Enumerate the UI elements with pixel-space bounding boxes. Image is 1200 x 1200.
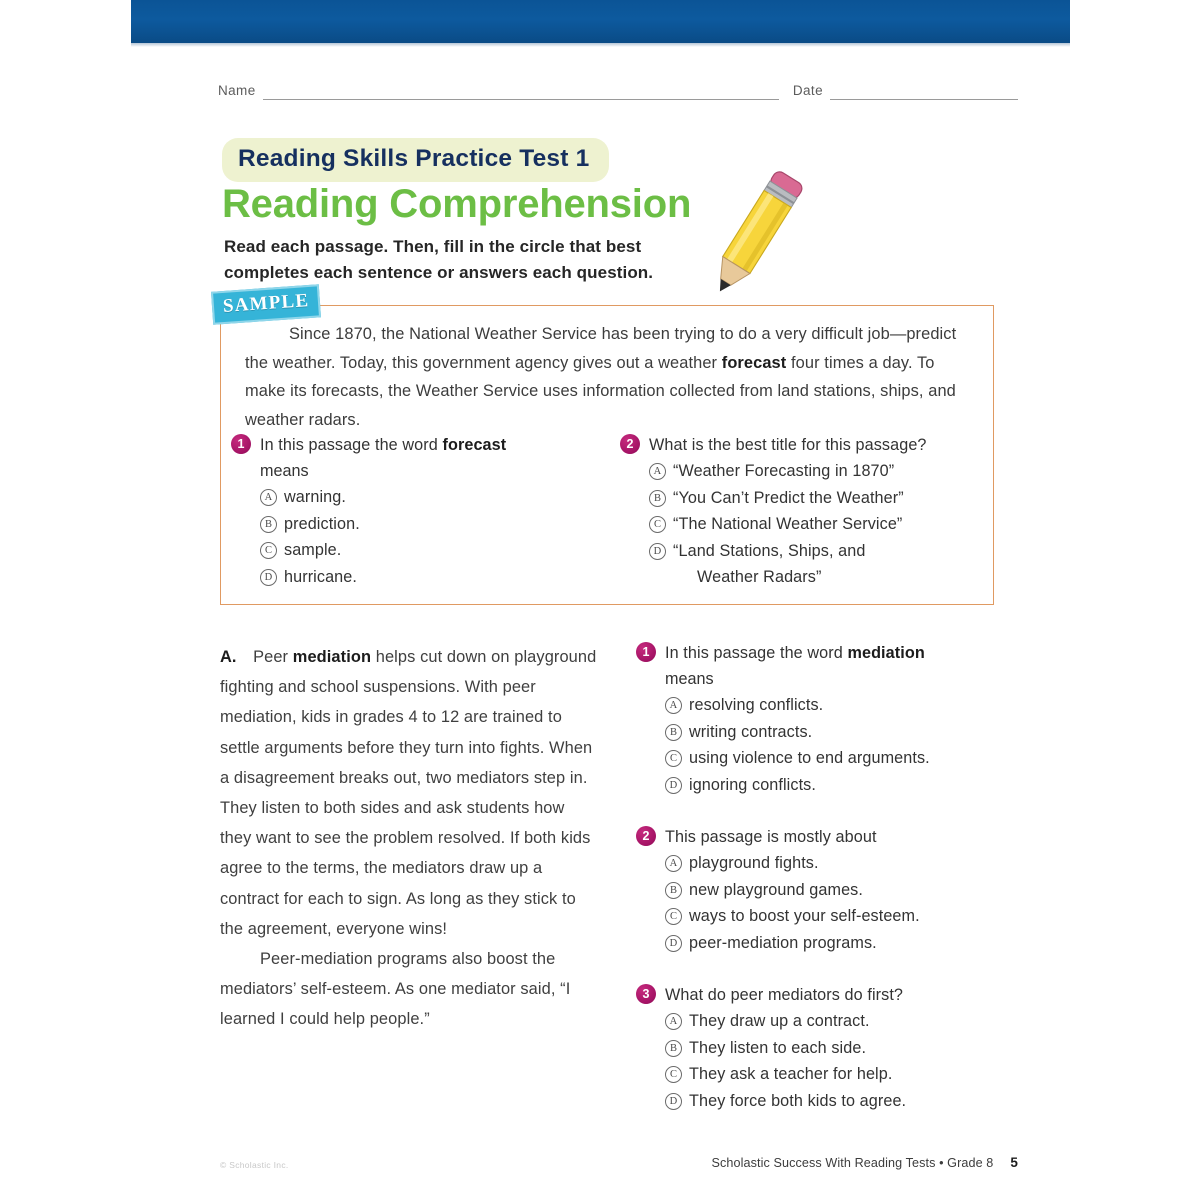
page-title: Reading Comprehension [222, 182, 692, 226]
answer-bubble-c[interactable]: C [260, 542, 277, 559]
answer-choice-text: They listen to each side. [689, 1038, 867, 1057]
sample-passage-emphasis-1: forecast [721, 353, 787, 372]
question-stem-text-0: In this passage the word [665, 644, 848, 662]
main-question-1 [636, 640, 1016, 798]
answer-bubble-b[interactable]: B [665, 882, 682, 899]
question-stem-text-0: What is the best title for this passage? [649, 436, 927, 454]
question-stem-emphasis-1: mediation [847, 644, 925, 662]
question-number-badge: 2 [636, 826, 656, 846]
question-number-badge: 3 [636, 984, 656, 1004]
question-stem-line2: means [665, 670, 714, 688]
name-input-line[interactable] [263, 85, 779, 100]
answer-choice-a[interactable] [665, 850, 1016, 877]
answer-choice-d[interactable] [665, 1088, 1016, 1115]
answer-choice-d[interactable] [665, 772, 1016, 799]
answer-choice-b[interactable] [665, 1035, 1016, 1062]
question-stem [665, 640, 925, 666]
name-date-row [218, 74, 1018, 100]
sample-passage-box [220, 305, 994, 605]
question-stem [665, 824, 877, 850]
sample-question-column-2 [620, 432, 987, 617]
question-stem-text-0: In this passage the word [260, 436, 443, 454]
answer-choice-text: ways to boost your self-esteem. [689, 907, 920, 925]
answer-choice-text: They draw up a contract. [689, 1012, 870, 1030]
pencil-icon [694, 160, 820, 305]
passage-a-paragraph-1 [220, 642, 598, 944]
answer-choice-text: new playground games. [689, 880, 863, 899]
answer-choice-text: “You Can’t Predict the Weather” [673, 488, 904, 507]
answer-bubble-d[interactable]: D [665, 935, 682, 952]
answer-choice-a[interactable] [665, 1008, 1016, 1035]
page-number: 5 [1010, 1155, 1018, 1170]
banner-shadow [131, 43, 1070, 47]
answer-bubble-a[interactable]: A [649, 463, 666, 480]
main-question-3 [636, 982, 1016, 1114]
answer-choice-d[interactable] [665, 930, 1016, 957]
answer-bubble-b[interactable]: B [665, 1040, 682, 1057]
answer-choice-a[interactable] [665, 692, 1016, 719]
sample-question-column-1 [231, 432, 598, 617]
answer-bubble-b[interactable]: B [260, 516, 277, 533]
answer-choice-b[interactable] [649, 485, 987, 512]
question-number-badge: 1 [636, 642, 656, 662]
instructions-text: Read each passage. Then, fill in the circle that best completes each sentence or answers each question. [224, 237, 654, 282]
answer-choice-text: sample. [284, 541, 342, 559]
answer-choice-c[interactable] [665, 903, 1016, 930]
question-header [231, 432, 598, 458]
answer-choice-a[interactable] [260, 484, 598, 511]
answer-choice-text: hurricane. [284, 567, 357, 586]
question-stem-text-0: What do peer mediators do first? [665, 986, 904, 1004]
answer-choice-text: They force both kids to agree. [689, 1091, 907, 1110]
footer-source-text: Scholastic Success With Reading Tests • Grade 8 [711, 1156, 994, 1170]
answer-choice-c[interactable] [649, 511, 987, 538]
answer-choice-c[interactable] [665, 1061, 1016, 1088]
answer-choice-b[interactable] [260, 511, 598, 538]
answer-choice-text: “The National Weather Service” [673, 515, 903, 533]
footer-source-row [712, 1155, 1018, 1170]
question-stem [649, 432, 927, 458]
answer-bubble-d[interactable]: D [665, 777, 682, 794]
question-stem [665, 982, 903, 1008]
answer-bubble-c[interactable]: C [665, 750, 682, 767]
answer-choice-text: writing contracts. [689, 722, 813, 741]
answer-choice-text: They ask a teacher for help. [689, 1065, 893, 1083]
question-number-badge: 1 [231, 434, 251, 454]
answer-choice-list [665, 692, 1016, 798]
sample-question-1 [231, 432, 598, 590]
question-header [620, 432, 987, 458]
answer-bubble-a[interactable]: A [665, 855, 682, 872]
answer-choice-text: ignoring conflicts. [689, 775, 816, 794]
answer-choice-text: playground fights. [689, 854, 819, 872]
answer-bubble-c[interactable]: C [665, 908, 682, 925]
top-blue-banner [131, 0, 1070, 43]
answer-choice-text: warning. [284, 488, 346, 506]
sample-questions-row [231, 432, 987, 617]
answer-choice-text: resolving conflicts. [689, 696, 824, 714]
answer-choice-text: using violence to end arguments. [689, 749, 930, 767]
name-label: Name [218, 83, 256, 98]
answer-choice-b[interactable] [665, 719, 1016, 746]
answer-choice-text-continued: Weather Radars” [697, 568, 822, 586]
question-stem [260, 432, 506, 458]
date-label: Date [792, 83, 823, 98]
date-input-line[interactable] [830, 85, 1018, 100]
answer-choice-d[interactable] [260, 564, 598, 591]
answer-bubble-c[interactable]: C [649, 516, 666, 533]
sample-question-2 [620, 432, 987, 591]
answer-choice-text: “Land Stations, Ships, and Weather Radars” [673, 538, 987, 591]
question-number-badge: 2 [620, 434, 640, 454]
passage-a-p1-emphasis-1: mediation [292, 648, 372, 666]
answer-choice-d[interactable] [649, 538, 987, 591]
passage-a-paragraph-2: Peer-mediation programs also boost the mediators’ self-esteem. As one mediator said, “I learned I could help people.” [220, 950, 571, 1029]
answer-choice-c[interactable] [260, 537, 598, 564]
answer-choice-c[interactable] [665, 745, 1016, 772]
questions-column [636, 640, 1016, 1140]
answer-bubble-a[interactable]: A [260, 489, 277, 506]
passage-a-label: A. [220, 648, 254, 666]
main-question-2 [636, 824, 1016, 956]
answer-bubble-a[interactable]: A [665, 1013, 682, 1030]
passage-a-column [220, 642, 598, 1035]
answer-bubble-d[interactable]: D [260, 569, 277, 586]
question-stem-line2: means [260, 462, 309, 480]
sample-passage-text [245, 320, 973, 434]
question-stem-text-0: This passage is mostly about [665, 828, 877, 846]
sample-stamp: SAMPLE [211, 284, 321, 324]
answer-choice-list [665, 1008, 1016, 1114]
question-stem-emphasis-1: forecast [442, 436, 507, 454]
passage-a-p1-text-0: Peer [253, 648, 293, 666]
answer-bubble-d[interactable]: D [649, 543, 666, 560]
answer-choice-text: prediction. [284, 514, 360, 533]
answer-choice-a[interactable] [649, 458, 987, 485]
answer-bubble-d[interactable]: D [665, 1093, 682, 1110]
answer-bubble-c[interactable]: C [665, 1066, 682, 1083]
answer-bubble-b[interactable]: B [665, 724, 682, 741]
answer-bubble-a[interactable]: A [665, 697, 682, 714]
answer-choice-text: “Weather Forecasting in 1870” [673, 462, 895, 480]
question-header [636, 640, 1016, 666]
answer-bubble-b[interactable]: B [649, 490, 666, 507]
sample-passage-text-2: four times a day. To make its forecasts, the Weather Service uses information collected from land stations, ships, and weather radars. [245, 353, 956, 429]
answer-choice-b[interactable] [665, 877, 1016, 904]
copyright-notice: © Scholastic Inc. [220, 1160, 289, 1170]
test-title-pill: Reading Skills Practice Test 1 [222, 138, 609, 182]
answer-choice-list [649, 458, 987, 591]
passage-a-p1-text-2: helps cut down on playground fighting and school suspensions. With peer mediation, kids in grades 4 to 12 are trained to settle arguments before they turn into fights. When a disagreement breaks out, two mediators step in. They listen to both sides and ask students how they want to see the problem resolved. If both kids agree to the terms, the mediators draw up a contract for each to sign. As long as they stick to the agreement, everyone wins! [220, 648, 597, 938]
answer-choice-text: peer-mediation programs. [689, 933, 877, 952]
sample-passage-text-0: Since 1870, the National Weather Service has been trying to do a very difficult job—predict the weather. Today, this government agency gives out a weather [245, 325, 957, 372]
question-header [636, 824, 1016, 850]
answer-choice-list [260, 484, 598, 590]
question-header [636, 982, 1016, 1008]
answer-choice-list [665, 850, 1016, 956]
